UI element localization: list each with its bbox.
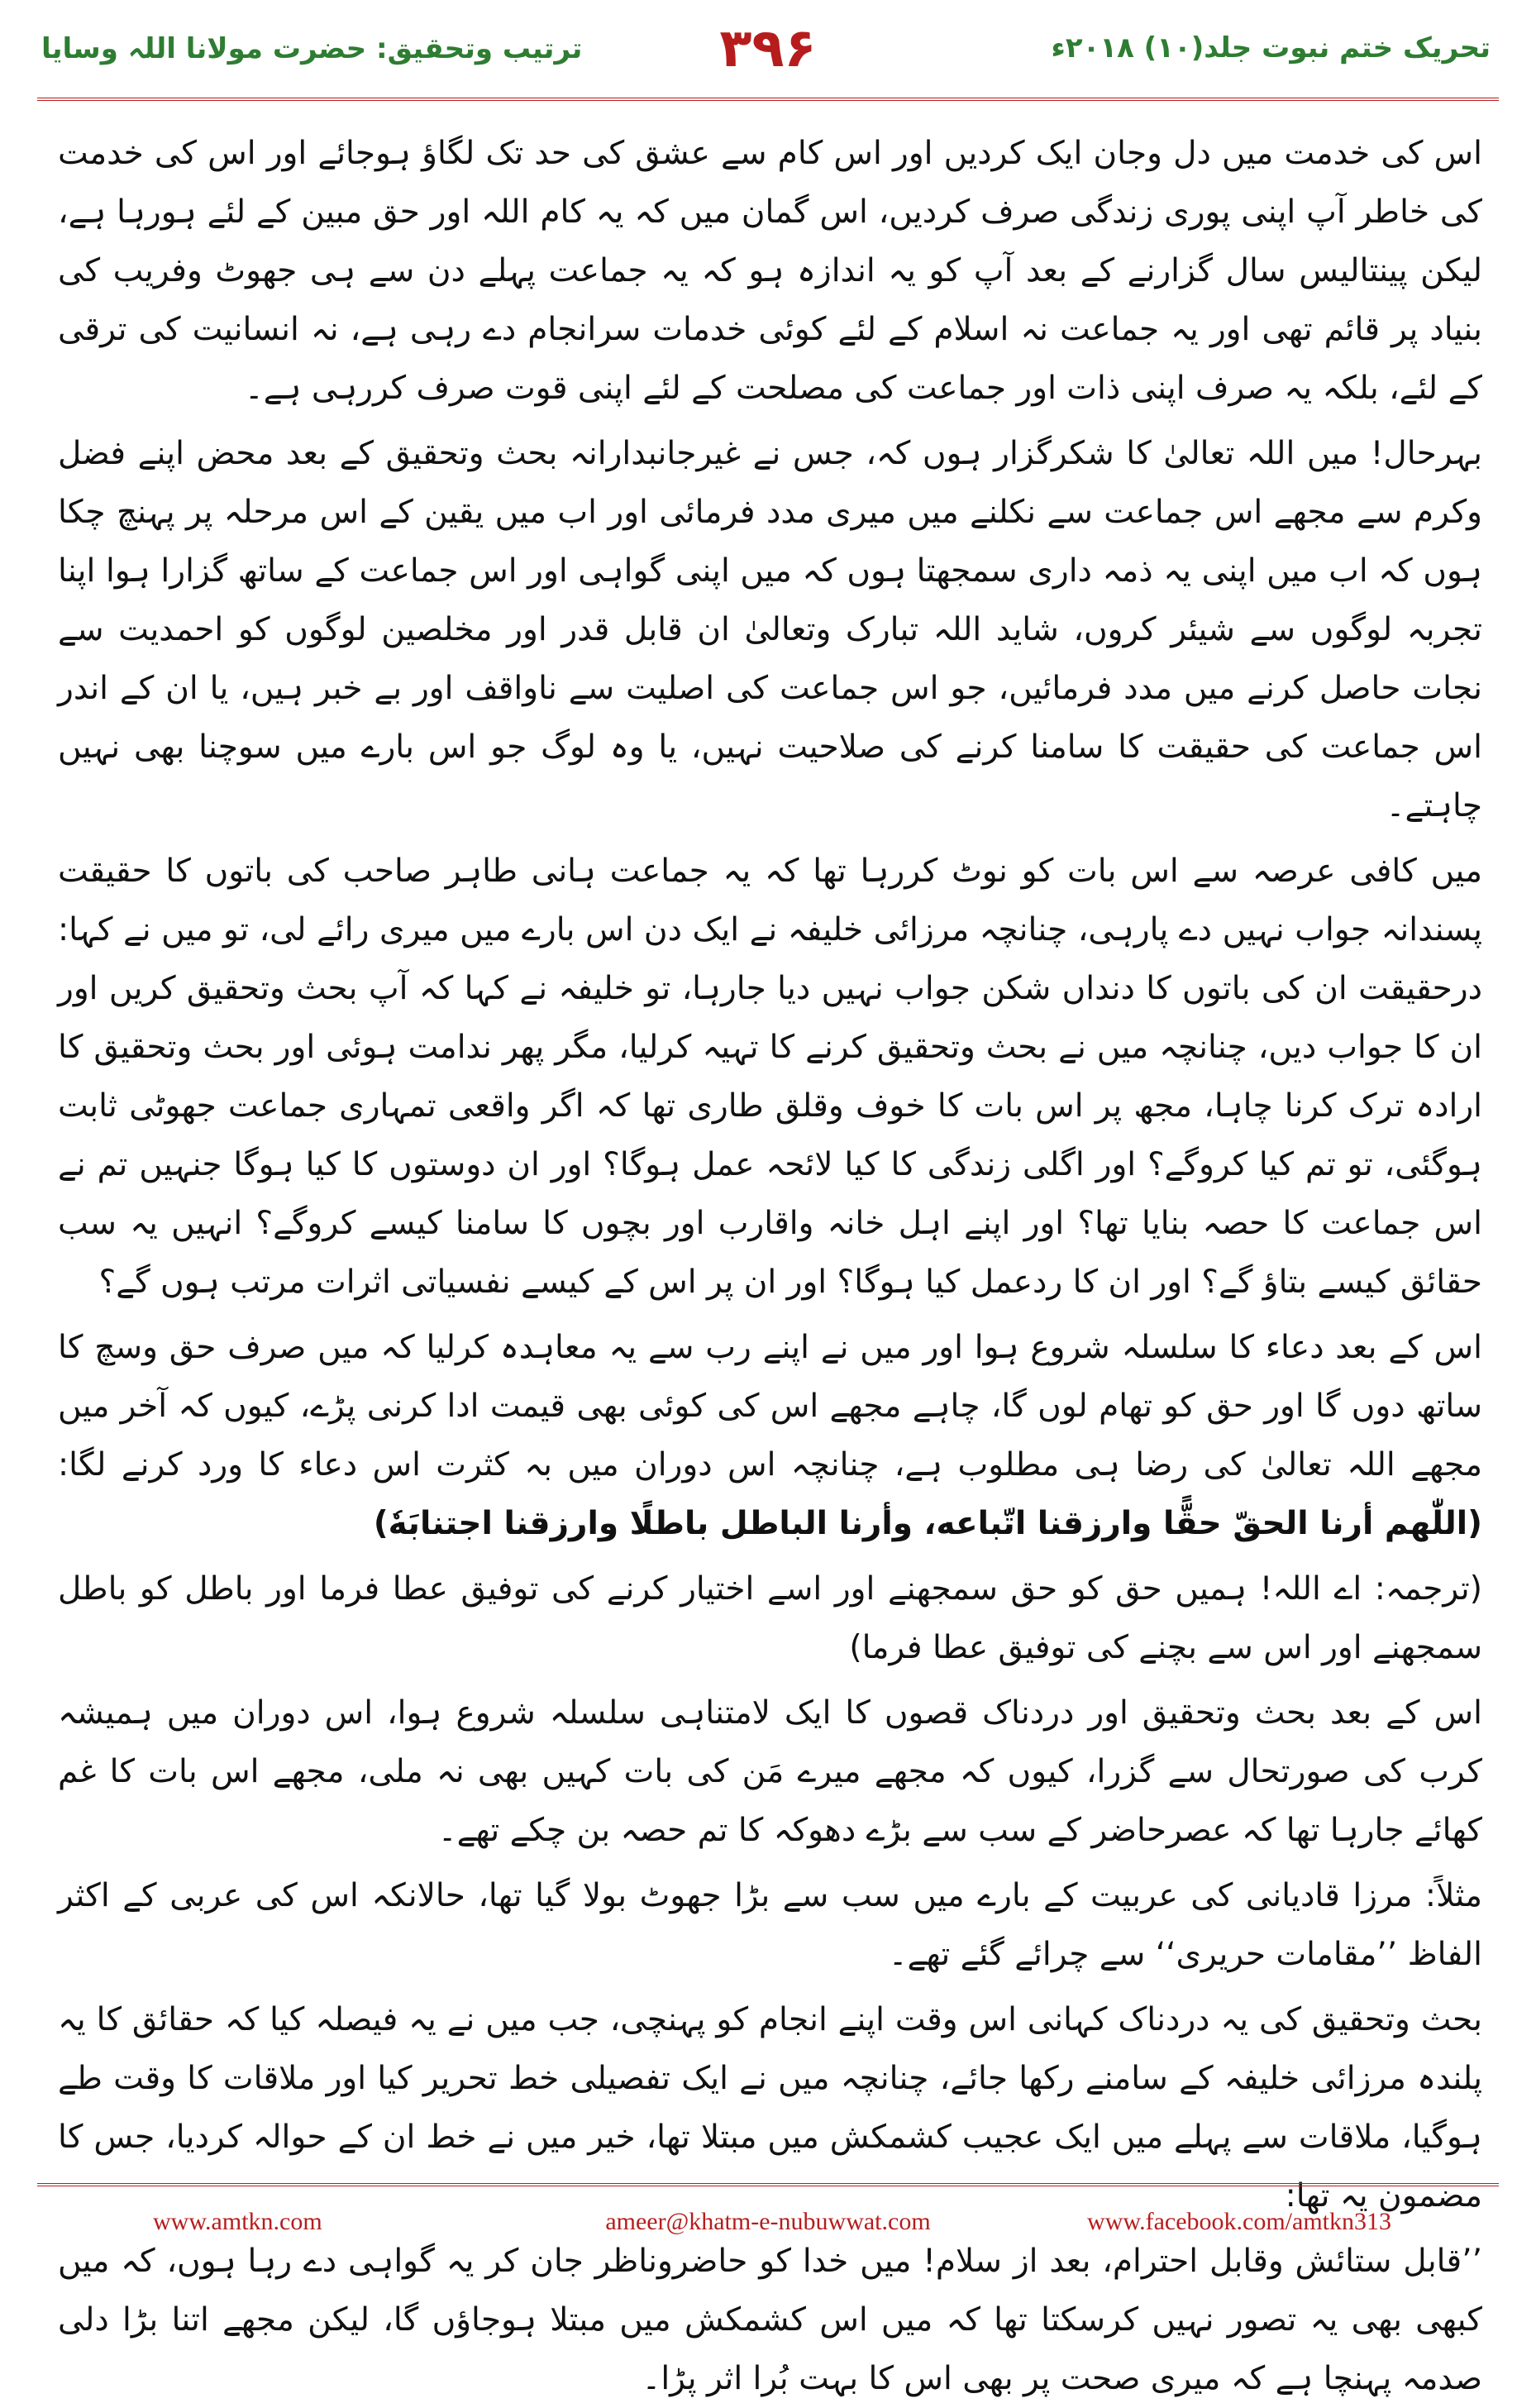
facebook-link[interactable]: www.facebook.com/amtkn313 <box>1087 2208 1391 2235</box>
footer-divider <box>37 2183 1499 2186</box>
paragraph-4-text: اس کے بعد دعاء کا سلسلہ شروع ہوا اور میں نے اپنے رب سے یہ معاہدہ کرلیا کہ میں صرف حق وسچ کا ساتھ دوں گا اور حق کو تھام لوں گا، چاہے مجھے اس کی کوئی بھی قیمت ادا کرنی پڑے، کیوں کہ آخر میں مجھے اللہ تعالیٰ کی رضا ہی مطلوب ہے، چنانچہ اس دوران میں بہ کثرت اس دعاء کا ورد کرنے لگا: <box>58 1329 1482 1484</box>
paragraph-2: بہرحال! میں اللہ تعالیٰ کا شکرگزار ہوں کہ، جس نے غیرجانبدارانہ بحث وتحقیق کے بعد محض اپنے فضل وکرم سے مجھے اس جماعت سے نکلنے میں میری مدد فرمائی اور اب میں یقین کے اس مرحلہ پر پہنچ چکا ہوں کہ اب میں اپنی یہ ذمہ داری سمجھتا ہوں کہ میں اپنی گواہی اور اس جماعت کے ساتھ گزارا ہوا اپنا تجربہ لوگوں سے شیئر کروں، شاید اللہ تبارک وتعالیٰ ان قابل قدر اور مخلصین لوگوں کو احمدیت سے نجات حاصل کرنے میں مدد فرمائیں، جو اس جماعت کی اصلیت سے ناواقف اور بے خبر ہیں، یا ان کے اندر اس جماعت کی حقیقت کا سامنا کرنے کی صلاحیت نہیں، یا وہ لوگ جو اس بارے میں سوچنا بھی نہیں چاہتے۔ <box>58 435 1482 824</box>
page-footer <box>0 2183 1536 2295</box>
email-link[interactable]: ameer@khatm-e-nubuwwat.com <box>605 2208 931 2235</box>
letter-quote: ’’قابل ستائش وقابل احترام، بعد از سلام! میں خدا کو حاضروناظر جان کر یہ گواہی دے رہا ہوں، کہ میں کبھی بھی یہ تصور نہیں کرسکتا تھا کہ میں اس کشمکش میں مبتلا ہوجاؤں گا، لیکن مجھے اتنا بڑا دلی صدمہ پہنچا ہے کہ میری صحت پر بھی اس کا بہت بُرا اثر پڑا۔ <box>58 2243 1482 2397</box>
paragraph-3: میں کافی عرصہ سے اس بات کو نوٹ کررہا تھا کہ یہ جماعت ہانی طاہر صاحب کی باتوں کا حقیقت پسندانہ جواب نہیں دے پارہی، چنانچہ مرزائی خلیفہ نے ایک دن اس بارے میں میری رائے لی، تو میں نے کہا: درحقیقت ان کی باتوں کا دنداں شکن جواب نہیں دیا جارہا، تو خلیفہ نے کہا کہ آپ بحث وتحقیق کریں اور ان کا جواب دیں، چنانچہ میں نے بحث وتحقیق کرنے کا تہیہ کرلیا، مگر پھر ندامت ہوئی اور بحث وتحقیق کا ارادہ ترک کرنا چاہا، مجھ پر اس بات کا خوف وقلق طاری تھا کہ اگر واقعی تمہاری جماعت جھوٹی ثابت ہوگئی، تو تم کیا کروگے؟ اور اگلی زندگی کا کیا لائحہ عمل ہوگا؟ اور ان دوستوں کا کیا ہوگا جنہیں تم نے اس جماعت کا حصہ بنایا تھا؟ اور اپنے اہل خانہ واقارب اور بچوں کا سامنا کیسے کروگے؟ انہیں یہ سب حقائق کیسے بتاؤ گے؟ اور ان کا ردعمل کیا ہوگا؟ اور ان پر اس کے کیسے نفسیاتی اثرات مرتب ہوں گے؟ <box>58 853 1482 1301</box>
website-link[interactable]: www.amtkn.com <box>153 2208 322 2235</box>
header-book-title: تحریک ختم نبوت جلد(۱۰) ۲۰۱۸ء <box>1051 31 1491 64</box>
header-divider <box>37 98 1499 101</box>
paragraph-6: اس کے بعد بحث وتحقیق اور دردناک قصوں کا ایک لامتناہی سلسلہ شروع ہوا، اس دوران میں ہمیشہ کرب کی صورتحال سے گزرا، کیوں کہ مجھے میرے مَن کی بات کہیں بھی نہ ملی، مجھے اس بات کا غم کھائے جارہا تھا کہ عصرحاضر کے سب سے بڑے دھوکہ کا تم حصہ بن چکے تھے۔ <box>58 1694 1482 1849</box>
paragraph-8: بحث وتحقیق کی یہ دردناک کہانی اس وقت اپنے انجام کو پہنچی، جب میں نے یہ فیصلہ کیا کہ حقائق کا یہ پلندہ مرزائی خلیفہ کے سامنے رکھا جائے، چنانچہ میں نے ایک تفصیلی خط تحریر کیا اور ملاقات کا وقت طے ہوگیا، ملاقات سے پہلے میں ایک عجیب کشمکش میں مبتلا تھا، خیر میں نے خط ان کے حوالہ کردیا، جس کا مضمون یہ تھا: <box>58 2001 1482 2214</box>
paragraph-4 <box>58 1318 1482 1553</box>
paragraph-1: اس کی خدمت میں دل وجان ایک کردیں اور اس کام سے عشق کی حد تک لگاؤ ہوجائے اور اس کی خدمت کی خاطر آپ اپنی پوری زندگی صرف کردیں، اس گمان میں کہ یہ کام اللہ اور حق مبین کے لئے ہورہا ہے، لیکن پینتالیس سال گزارنے کے بعد آپ کو یہ اندازہ ہو کہ یہ جماعت پہلے دن سے ہی جھوٹ وفریب کی بنیاد پر قائم تھی اور یہ جماعت نہ اسلام کے لئے کوئی خدمات سرانجام دے رہی ہے، نہ انسانیت کی ترقی کے لئے، بلکہ یہ صرف اپنی ذات اور جماعت کی مصلحت کے لئے اپنی قوت صرف کررہی ہے۔ <box>58 135 1483 407</box>
arabic-dua: (اللّٰھم أرنا الحقّ حقًّا وارزقنا اتّباعه، وأرنا الباطل باطلًا وارزقنا اجتنابَهٗ) <box>373 1505 1482 1542</box>
paragraph-7: مثلاً: مرزا قادیانی کی عربیت کے بارے میں سب سے بڑا جھوٹ بولا گیا تھا، حالانکہ اس کی عربی کے اکثر الفاظ ’’مقامات حریری‘‘ سے چرائے گئے تھے۔ <box>58 1877 1482 1973</box>
page-number: ۳۹۶ <box>719 18 817 79</box>
page-header <box>0 0 1536 99</box>
header-author: ترتیب وتحقیق: حضرت مولانا اللہ وسایا <box>41 32 583 65</box>
translation-paragraph: (ترجمہ: اے اللہ! ہمیں حق کو حق سمجھنے اور اسے اختیار کرنے کی توفیق عطا فرما اور باطل کو باطل سمجھنے اور اس سے بچنے کی توفیق عطا فرما) <box>58 1570 1482 1666</box>
